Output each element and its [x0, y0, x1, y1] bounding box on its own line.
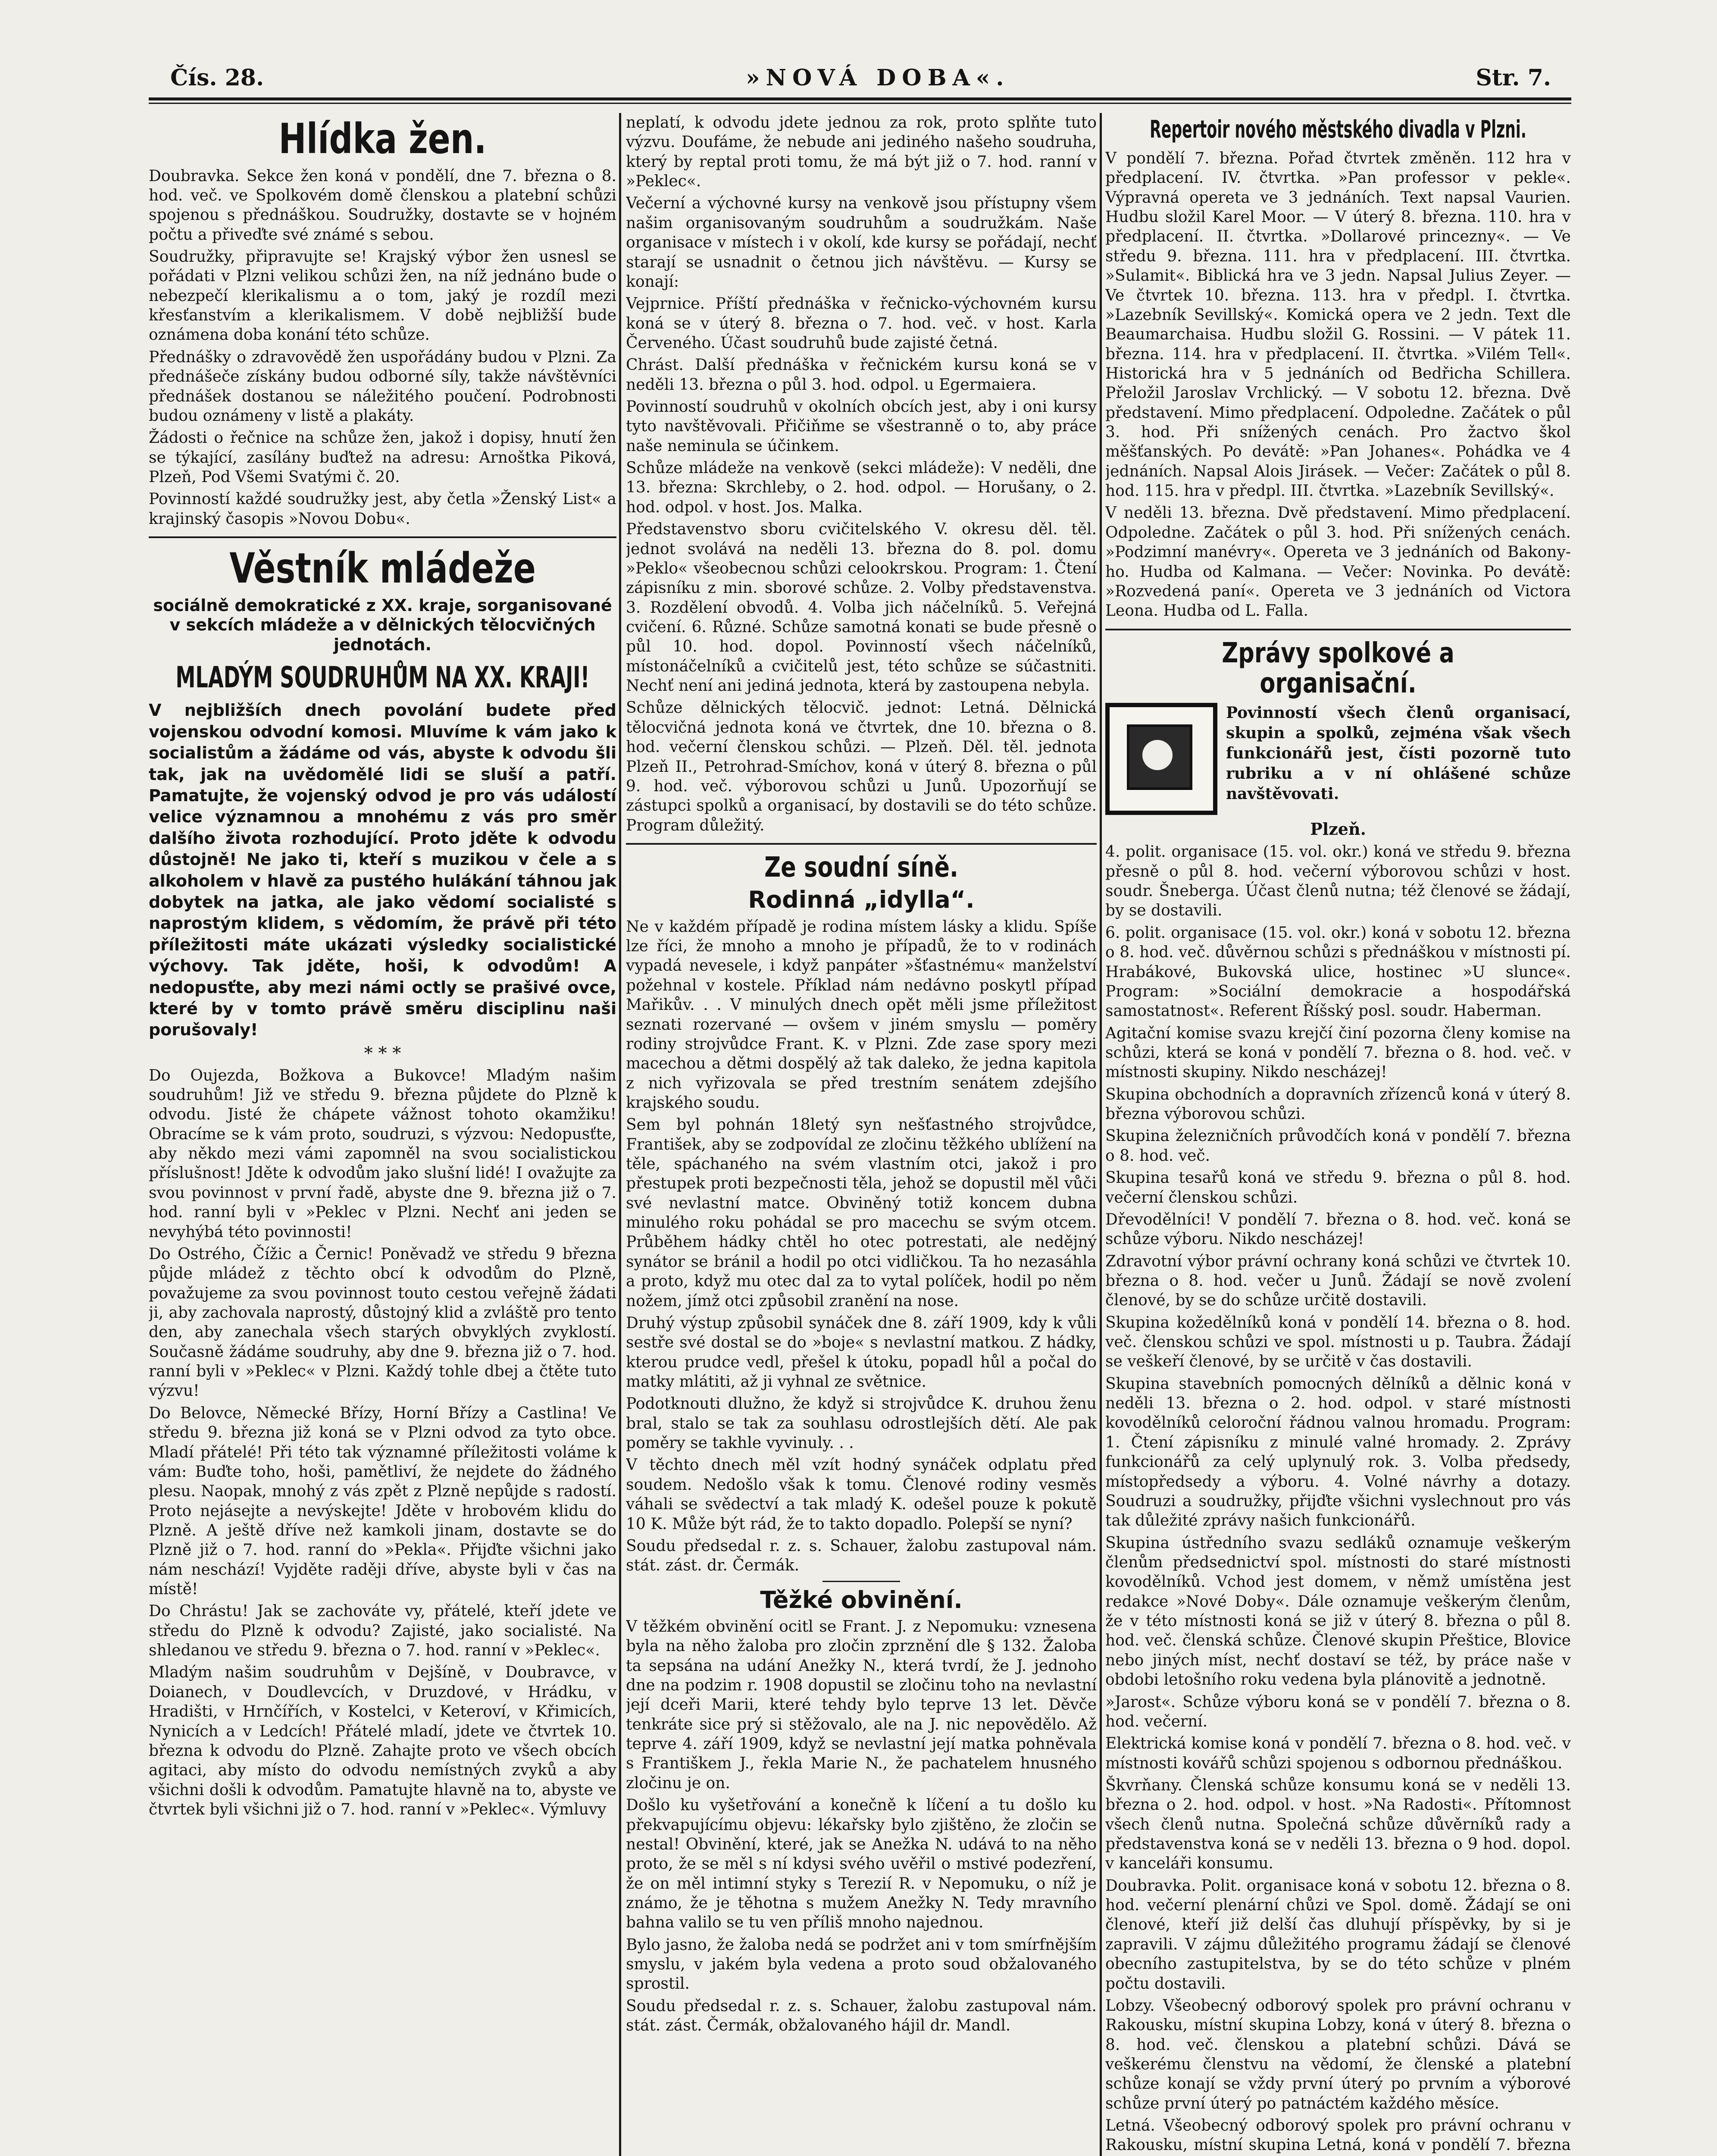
article-paragraph: 6. polit. organisace (15. vol. okr.) koná v sobotu 12. března o 8. hod. več. důvěrnou schůzi s přednáškou v místnosti pí. Hrabákové, Bukovská ulice, hostinec »U slunce«. Program: »Sociální demokracie a hospodářská samostatnost«. Referent Říšský posl. soudr. Haberman.	[1105, 924, 1571, 1020]
emblem-icon	[1105, 703, 1217, 815]
article-paragraph: Skupina železničních průvodčích koná v pondělí 7. března o 8. hod. več.	[1105, 1127, 1571, 1165]
column-2	[626, 113, 1097, 2156]
column-3	[1105, 113, 1571, 2156]
article-paragraph: Skupina stavebních pomocných dělníků a dělnic koná v neděli 13. března o 2. hod. odpol. v staré místnosti kovodělníků celoroční řádnou valnou hromadu. Program: 1. Čtení zápisníku z minulé valné hromady. 2. Zprávy funkcionářů za celý uplynulý rok. 3. Volba předsedy, místopředsedy a výboru. 4. Volné návrhy a dotazy. Soudruzi a soudružky, přijďte všichni vyslechnout pro vás tak důležité zprávy našich funkcionářů.	[1105, 1375, 1571, 1530]
section-title-women: Hlídka žen.	[278, 115, 487, 163]
masthead-title: »NOVÁ DOBA«.	[746, 65, 1010, 91]
city-heading: Plzeň.	[1310, 819, 1366, 839]
article-paragraph: Skupina ústředního svazu sedláků oznamuje veškerým členům předsednictví spol. místnosti do staré místnosti kovodělníků. Vchod jest domem, v němž umístěna jest redakce »Nové Doby«. Dále oznamuje veškerým členům, že v této místnosti koná se již v úterý 8. března o půl 8. hod. več. členská schůze. Členové skupin Přeštice, Blovice nebo jiných míst, nechť dostaví se též, by práce naše v obdobi letošního roku vedena byla plánovitě a jednotně.	[1105, 1534, 1571, 1689]
section-divider	[1105, 629, 1571, 630]
article-paragraph: Podotknouti dlužno, že když si strojvůdce K. druhou ženu bral, stalo se tak za souhlasu odrostlejších dětí. Ale pak poměry se takhle vyvinuly. . .	[626, 1395, 1097, 1452]
article-paragraph: Povinností každé soudružky jest, aby četla »Ženský List« a krajinský časopis »Novou Dobu«.	[149, 490, 616, 528]
article-paragraph: Letná. Všeobecný odborový spolek pro právní ochranu v Rakousku, místní skupina Letná, koná v pondělí 7. března	[1105, 2117, 1571, 2154]
article-paragraph: Soudu předsedal r. z. s. Schauer, žalobu zastupoval nám. stát. zást. dr. Čermák.	[626, 1537, 1097, 1575]
article-paragraph: Zdravotní výbor právní ochrany koná schůzi ve čtvrtek 10. března o 8. hod. večer u Junů. Žádají se nově zvolení členové, by se do schůze určitě dostavili.	[1105, 1252, 1571, 1310]
section-divider	[626, 843, 1097, 845]
article-paragraph: V pondělí 7. března. Pořad čtvrtek změněn. 112 hra v předplacení. IV. čtvrtka. »Pan professor v pekle«. Výpravná opereta ve 3 jednáních. Text napsal Vaurien. Hudbu složil Karel Moor. — V úterý 8. března. 110. hra v předplacení. II. čtvrtka. »Dollarové princezny«. — Ve středu 9. března. 111. hra v předplacení. III. čtvrtka. »Sulamit«. Biblická hra ve 3 jedn. Napsal Julius Zeyer. — Ve čtvrtek 10. března. 113. hra v předpl. I. čtvrtka. »Lazebník Sevillský«. Komická opera ve 2 jedn. Text dle Beaumarchaisa. Hudbu složil G. Rossini. — V pátek 11. března. 114. hra v předplacení. II. čtvrtka. »Vilém Tell«. Historická hra v 5 jednáních od Bedřicha Schillera. Přeložil Jaroslav Vrchlický. — V sobotu 12. března. Dvě představení. Mimo předplacení. Odpoledne. Začátek o půl 3. hod. Při snížených cenách. Pro žactvo škol měšťanských. Po devátě: »Pan Johanes«. Pohádka ve 4 jednáních. Napsal Alois Jirásek. — Večer: Začátek o půl 8. hod. 115. hra v předpl. III. čtvrtka. »Lazebník Sevillský«.	[1105, 150, 1571, 500]
article-paragraph: Druhý výstup způsobil synáček dne 8. září 1909, kdy k vůli sestře své dostal se do »boje« s nevlastní matkou. Z hádky, kterou prudce vedl, přešel k útoku, popadl hůl a počal do matky mlátiti, až ji vyhnal ze světnice.	[626, 1314, 1097, 1391]
section-title-court: Ze soudní síně.	[764, 851, 958, 884]
article-paragraph: Do Belovce, Německé Břízy, Horní Břízy a Castlina! Ve středu 9. března již koná se v Plzni odvod za tyto obce. Mladí přátelé! Při této tak významné příležitosti voláme k vám: Buďte toho, hoši, pamětliví, že nejdete do žádného plesu. Naopak, mnohý z vás zpět z Plzně nepůjde s radostí. Proto nejásejte a nevýskejte! Jděte v hrobovém klidu do Plzně. A ještě dříve než kamkoli jinam, dostavte se do Plzně již o 7. hod. ranní do »Pekla«. Přijďte všichni jako nám neschází! Vyjděte raději dříve, abyste byli v čas na místě!	[149, 1404, 616, 1598]
asterism: * * *	[364, 1043, 401, 1063]
page-number: Str. 7.	[1476, 65, 1551, 91]
article-paragraph: Skupina kožedělníků koná v pondělí 14. března o 8. hod. več. členskou schůzi ve spol. místnosti u p. Taubra. Žádají se veškeří členové, by se určitě v čas dostavili.	[1105, 1313, 1571, 1371]
article-paragraph: Soudu předsedal r. z. s. Schauer, žalobu zastupoval nám. stát. zást. Čermák, obžalovaného hájil dr. Mandl.	[626, 1997, 1097, 2035]
article-paragraph: neplatí, k odvodu jdete jednou za rok, proto splňte tuto výzvu. Doufáme, že nebude ani jediného našeho soudruha, který by reptal proti tomu, že má být již o 7. hod. ranní v »Peklec«.	[626, 114, 1097, 191]
header-rule	[149, 97, 1571, 100]
article-divider	[823, 1581, 900, 1582]
article-paragraph: Chrást. Další přednáška v řečnickém kursu koná se v neděli 13. března o půl 3. hod. odpol. u Egermaiera.	[626, 356, 1097, 394]
article-paragraph: Povinností soudruhů v okolních obcích jest, aby i oni kursy tyto navštěvovali. Přičiňme se všestranně o to, aby práce naše neminula se účinkem.	[626, 398, 1097, 455]
article-paragraph: Do Oujezda, Božkova a Bukovce! Mladým našim soudruhům! Již ve středu 9. března půjdete do Plzně k odvodu. Jisté že chápete vážnost tohoto okamžiku! Obracíme se k vám proto, soudruzi, s výzvou: Nedopusťte, aby někdo mezi vámi zapomněl na svou socialistickou příslušnost! Jděte k odvodům jako slušní lidé! I ovažujte za svou povinnost v první řadě, abyste dne 9. března již o 7. hod. ranní byli v »Peklec v Plzni. Nechť ani jeden se nevyhýbá této povinnosti!	[149, 1066, 616, 1241]
article-paragraph: V neděli 13. března. Dvě představení. Mimo předplacení. Odpoledne. Začátek o půl 3. hod. Při snížených cenách. »Podzimní manévry«. Opereta ve 3 jednáních od Bakony-ho. Hudba od Kalmana. — Večer: Novinka. Po devátě: »Rozvedená paní«. Opereta ve 3 jednáních od Victora Leona. Hudba od L. Falla.	[1105, 504, 1571, 620]
article-paragraph: Došlo ku vyšetřování a konečně k líčení a tu došlo ku překvapujícímu objevu: lékařsky bylo zjištěno, že zločin se nestal! Obvinění, které, jak se Anežka N. udává to na něho proto, že se měl s ní kdysi svého uvěřil o mstivé podezření, že on měl intimní styky s Terezií R. v Nepomuku, o níž je známo, že je těhotna s mužem Anežky N. Tedy mravního bahna valilo se tu ven příliš mnoho najednou.	[626, 1796, 1097, 1932]
column-separator-2	[1100, 113, 1102, 2156]
column-1	[149, 113, 616, 2156]
article-title-accusation: Těžké obvinění.	[760, 1586, 963, 1614]
appeal-text: V nejbližších dnech povolání budete před vojenskou odvodní komosi. Mluvíme k vám jako k socialistům a žádáme od vás, abyste k odvodu šli tak, jak na uvědomělé lidi se sluší a patří. Pamatujte, že vojenský odvod je pro vás událostí velice významnou a mnohému z vás pro směr dalšího života rozhodující. Proto jděte k odvodu důstojně! Ne jako ti, kteří s muzikou v čele a s alkoholem v hlavě za pustého hulákání táhnou jak dobytek na jatka, ale jako vědomí socialisté s naprostým klidem, s vědomím, že právě při této příležitosti máte ukázati výsledky socialistické výchovy. Tak jděte, hoši, k odvodům! A nedopusťte, aby mezi námi octly se prašivé ovce, které by v tomto právě směru disciplinu naši porušovaly!	[149, 701, 616, 1040]
section-title-associations: Zprávy spolkové a organisační.	[1222, 637, 1454, 700]
column-separator-1	[619, 113, 621, 2156]
article-paragraph: 4. polit. organisace (15. vol. okr.) koná ve středu 9. března přesně o půl 8. hod. večerní výborovou schůzi v host. soudr. Šneberga. Účast členů nutna; též členové se žádají, by se dostavili.	[1105, 843, 1571, 920]
article-paragraph: Doubravka. Sekce žen koná v pondělí, dne 7. března o 8. hod. več. ve Spolkovém domě členskou a platební schůzi spojenou s přednáškou. Soudružky, dostavte se v hojném počtu a přiveďte své známé s sebou.	[149, 167, 616, 244]
article-paragraph: Skupina obchodních a dopravních zřízenců koná v úterý 8. března výborovou schůzi.	[1105, 1085, 1571, 1123]
appeal-headline: MLADÝM SOUDRUHŮM NA XX. KRAJI!	[175, 661, 590, 695]
article-paragraph: V těžkém obvinění ocitl se Frant. J. z Nepomuku: vznesena byla na něho žaloba pro zločin zprznění dle § 132. Žaloba ta sepsána na udání Anežky N., která tvrdí, že J. jednoho dne na podzim r. 1908 dopustil se zločinu toho na nevlastní její dceři Marii, které tehdy bylo teprve 13 let. Děvče tenkráte sice prý si stěžovalo, ale na J. nic nepovědělo. Až teprve 4. září 1909, když se nevlastní její matka pohněvala s Františkem J., řekla Marie N., že pachatelem hnusného zločinu je on.	[626, 1617, 1097, 1792]
article-paragraph: Vejprnice. Příští přednáška v řečnicko-výchovném kursu koná se v úterý 8. března o 7. hod. več. v host. Karla Červeného. Účast soudruhů bude zajisté četná.	[626, 295, 1097, 352]
article-paragraph: Do Chrástu! Jak se zachováte vy, přátelé, kteří jdete ve středu do Plzně k odvodu? Zajisté, jako socialisté. Na shledanou ve středu 9. března o 7. hod. ranní v »Peklec«.	[149, 1602, 616, 1660]
article-paragraph: Schůze mládeže na venkově (sekci mládeže): V neděli, dne 13. března: Skrchleby, o 2. hod. odpol. — Horušany, o 2. hod. odpol. v host. Jos. Malka.	[626, 459, 1097, 516]
article-paragraph: Večerní a výchovné kursy na venkově jsou přístupny všem našim organisovaným soudruhům a soudružkám. Naše organisace v místech i v okolí, kde kursy se pořádají, nechť starají se usnadnit o četnou jich návštěvu. — Kursy se konají:	[626, 194, 1097, 291]
article-paragraph: Přednášky o zdravovědě žen uspořádány budou v Plzni. Za přednášeče získány budou odborné síly, takže návštěvníci přednášek dostanou se náležitého poučení. Podrobnosti budou oznámeny v listě a plakáty.	[149, 348, 616, 425]
article-paragraph: Schůze dělnických tělocvič. jednot: Letná. Dělnická tělocvičná jednota koná ve čtvrtek, dne 10. března o 8. hod. večerní členskou schůzi. — Plzeň. Děl. těl. jednota Plzeň II., Petrohrad-Smíchov, koná v úterý 8. března o půl 9. hod. več. výborovou schůzi u Junů. Upozorňují se zástupci spolků a organisací, by dostavili se do této schůze. Program důležitý.	[626, 699, 1097, 834]
article-paragraph: Představenstvo sboru cvičitelského V. okresu děl. těl. jednot svolává na neděli 13. března do 8. pol. domu »Peklo« všeobecnou schůzi celookrskou. Program: 1. Čtení zápisníku z min. sborové schůze. 2. Volby představenstva. 3. Rozdělení obvodů. 4. Volba jich náčelníků. 5. Veřejná cvičení. 6. Různé. Schůze samotná konati se bude přesně o půl 10. hod. dopol. Povinností všech náčelníků, místonáčelníků a cvičitelů jest, této schůze se súčastniti. Nechť není ani jediná jednota, která by zastoupena nebyla.	[626, 520, 1097, 695]
article-paragraph: Do Ostrého, Čížic a Černic! Poněvadž ve středu 9 března půjde mládež z těchto obcí k odvodům do Plzně, považujeme za svou povinnost touto cestou veřejně žádati ji, aby zachovala naprostý, důstojný klid a zvláště pro tento den, aby zanechala všech starých obvyklých zvyklostí. Současně žádáme soudruhy, aby dne 9. března již o 7. hod. ranní byli v »Peklec« v Plzni. Každý tohle dbej a čtěte tuto výzvu!	[149, 1245, 616, 1400]
article-paragraph: Dřevodělníci! V pondělí 7. března o 8. hod. več. koná se schůze výboru. Nikdo nescházej!	[1105, 1210, 1571, 1248]
article-paragraph: Agitační komise svazu krejčí činí pozorna členy komise na schůzi, která se koná v pondělí 7. března o 8. hod. več. v místnosti skupiny. Nikdo nescházej!	[1105, 1024, 1571, 1081]
emblem-inner-icon	[1127, 724, 1192, 790]
notice-box	[1105, 703, 1571, 815]
article-paragraph: Sem byl pohnán 18letý syn nešťastného strojvůdce, František, aby se zodpovídal ze zločinu těžkého ublížení na těle, spáchaného na svém vlastním otci, jakož i pro přestupek proti bezpečnosti těla, jehož se dopustil měl vůči své nevlastní matce. Obviněný totiž koncem dubna minulého roku pohádal se pro macechu se svým otcem. Průběhem hádky chtěl ho otec potrestati, ale nedějný synátor se bránil a hodil po otci vidličkou. Ta ho nezasáhla a proto, když mu otec dal za to vytal políček, hodil po něm nožem, jímž otci způsobil zranění na nose.	[626, 1116, 1097, 1310]
article-paragraph: »Jarost«. Schůze výboru koná se v pondělí 7. března o 8. hod. večerní.	[1105, 1693, 1571, 1730]
article-paragraph: Soudružky, připravujte se! Krajský výbor žen usnesl se pořádati v Plzni velikou schůzi žen, na níž jednáno bude o nebezpečí klerikalismu a o tom, jaký je rozdíl mezi křesťanstvím a klerikalismem. V době nejbližší bude oznámena doba konání této schůze.	[149, 248, 616, 344]
article-paragraph: V těchto dnech měl vzít hodný synáček odplatu před soudem. Nedošlo však k tomu. Členové rodiny vesměs váhali se svědectví a tak mladý K. odešel pouze k pokutě 10 K. Může být rád, že to takto dopadlo. Polepší se nyní?	[626, 1456, 1097, 1533]
section-title-theatre: Repertoir nového městského divadla v Plzni.	[1150, 116, 1526, 144]
article-paragraph: Ne v každém případě je rodina místem lásky a klidu. Spíše lze říci, že mnoho a mnoho je případů, že to v rodinách vypadá nevesele, i když panpáter »šťastnému« manželství požehnal v kostele. Příklad nám nedávno poskytl případ Mařikův. . . V minulých dnech opět měli jsme příležitost seznati rozervané — ovšem v jiném smyslu — poměry rodiny strojvůdce Frant. K. v Plzni. Zde zase spory mezi macechou a dětmi dospělý až tak daleko, že jedna kapitola z nich vyřizovala se před trestním senátem zdejšího krajského soudu.	[626, 918, 1097, 1112]
article-paragraph: Žádosti o řečnice na schůze žen, jakož i dopisy, hnutí žen se týkající, zasílány buďtež na adresu: Arnoštka Piková, Plzeň, Pod Všemi Svatými č. 20.	[149, 429, 616, 486]
notice-text: Povinností všech členů organisací, skupin a spolků, zejména však všech funkcionářů jest, čísti pozorně tuto rubriku a v ní ohlášené schůze navštěvovati.	[1226, 704, 1571, 803]
article-paragraph: Škvrňany. Členská schůze konsumu koná se v neděli 13. března o 2. hod. odpol. v host. »Na Radosti«. Přítomnost všech členů nutna. Společná schůze důvěrníků rady a představenstva koná se v neděli 13. března o 9 hod. dopol. v kanceláři konsumu.	[1105, 1776, 1571, 1873]
section-subtitle-youth: sociálně demokratické z XX. kraje, sorganisované v sekcích mládeže a v dělnických tělocvičných jednotách.	[153, 595, 612, 654]
section-divider	[149, 536, 616, 538]
article-paragraph: Bylo jasno, že žaloba nedá se podržet ani v tom smírfnějším smyslu, v jakém byla vedena a proto soud obžalovaného sprostil.	[626, 1936, 1097, 1993]
article-title-idyll: Rodinná „idylla“.	[748, 886, 975, 914]
section-title-youth: Věstník mládeže	[229, 544, 536, 593]
issue-number: Čís. 28.	[170, 65, 264, 91]
article-paragraph: Lobzy. Všeobecný odborový spolek pro právní ochranu v Rakousku, místní skupina Lobzy, koná v úterý 8. března o 8. hod. več. členskou a platební schůzi. Dává se veškerému členstvu na vědomí, že členské a platební schůze konají se vždy první úterý po prvním a výborové schůze první úterý po patnáctém každého měsíce.	[1105, 1996, 1571, 2112]
article-paragraph: Elektrická komise koná v pondělí 7. března o 8. hod. več. v místnosti kovářů schůzi spojenou s odbornou přednáškou.	[1105, 1735, 1571, 1772]
header-rule-thin	[149, 103, 1571, 104]
article-paragraph: Skupina tesařů koná ve středu 9. března o půl 8. hod. večerní členskou schůzi.	[1105, 1169, 1571, 1206]
article-paragraph: Doubravka. Polit. organisace koná v sobotu 12. března o 8. hod. večerní plenární chůzi ve Spol. domě. Žádají se oni členové, kteří již delší čas dluhují příspěvky, by si je zapravili. V zájmu důležitého programu žádají se členové obecního zastupitelstva, by se do této schůze v plném počtu dostavili.	[1105, 1877, 1571, 1993]
article-paragraph: Mladým našim soudruhům v Dejšíně, v Doubravce, v Doianech, v Doudlevcích, v Druzdové, v Hrádku, v Hradišti, v Hrnčířích, v Kostelci, v Keteroví, v Křimicích, Nynicích a v Ledcích! Přátelé mladí, jdete ve čtvrtek 10. března k odvodu do Plzně. Zahajte proto ve všech obcích agitaci, aby místo do odvodu nemístných zvyků a aby všichni došli k odvodům. Pamatujte hlavně na to, abyste ve čtvrtek byli všichni již o 7. hod. ranní v »Peklec«. Výmluvy	[149, 1664, 616, 1818]
